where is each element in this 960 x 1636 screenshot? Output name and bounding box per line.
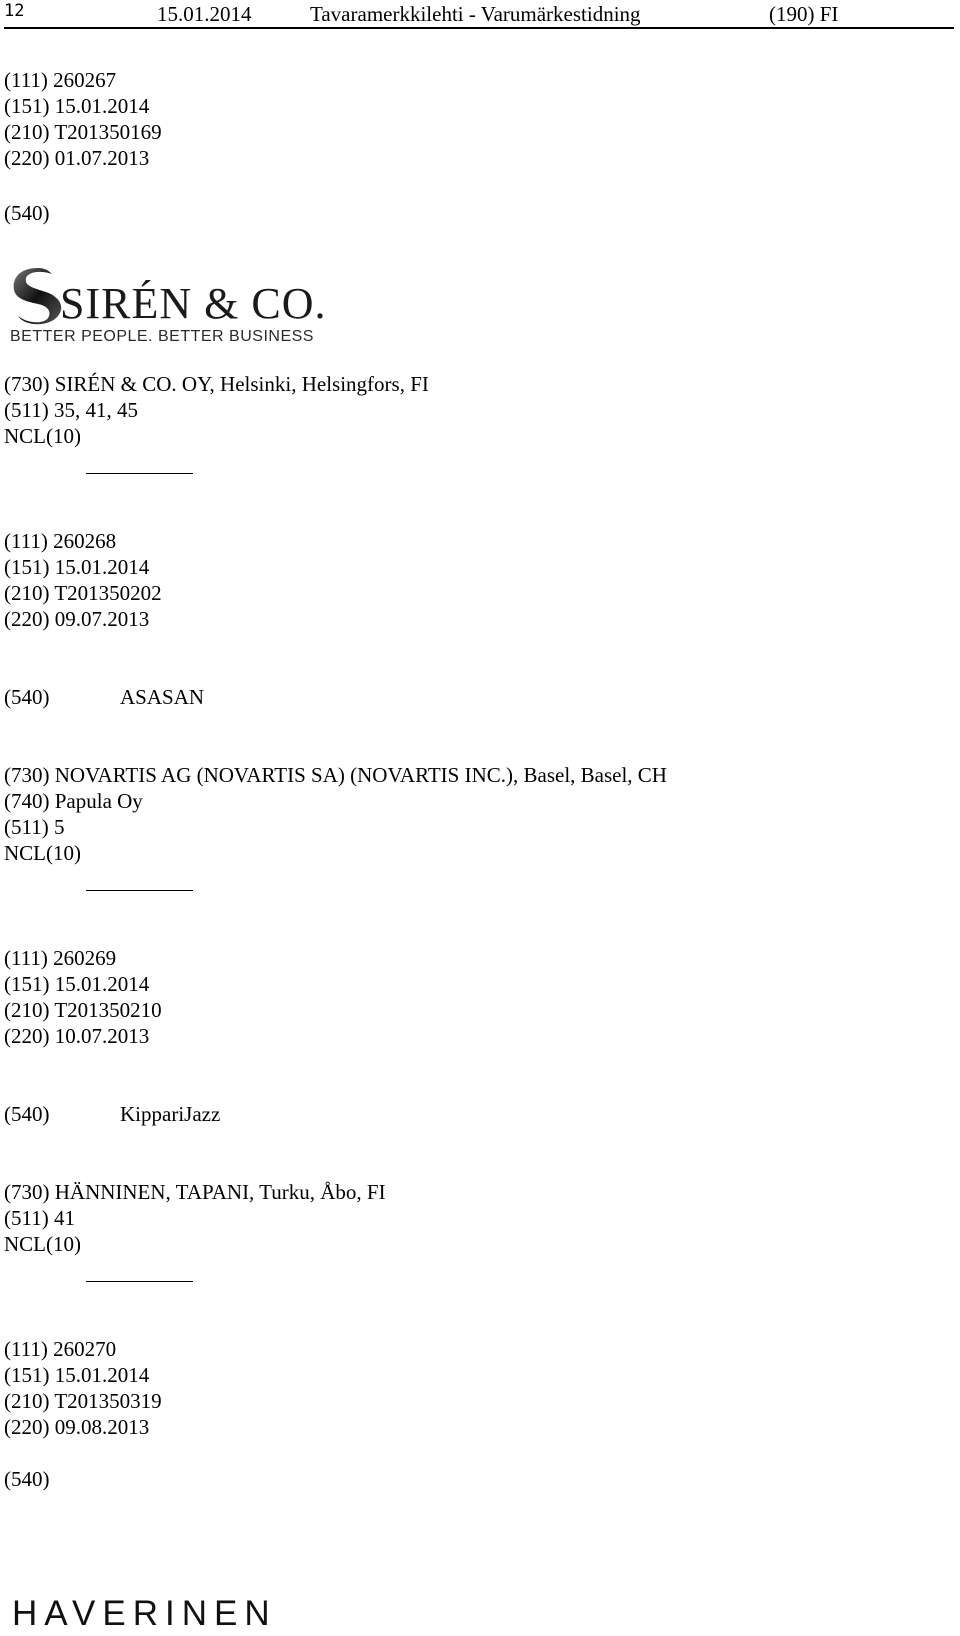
- nice-classes: (511) 41: [4, 1206, 75, 1230]
- page-header: [4, 0, 954, 29]
- mark-label: (540): [4, 685, 50, 709]
- registration-date: (151) 15.01.2014: [4, 1363, 150, 1387]
- ncl-edition: NCL(10): [4, 424, 81, 448]
- filing-date: (220) 10.07.2013: [4, 1024, 150, 1048]
- siren-logo-tagline: BETTER PEOPLE. BETTER BUSINESS: [10, 328, 314, 345]
- mark-label: (540): [4, 201, 50, 225]
- registration-number: (111) 260268: [4, 529, 117, 553]
- filing-date: (220) 09.08.2013: [4, 1415, 150, 1439]
- haverinen-logo: [12, 1594, 292, 1634]
- owner: (730) HÄNNINEN, TAPANI, Turku, Åbo, FI: [4, 1180, 386, 1204]
- owner: (730) SIRÉN & CO. OY, Helsinki, Helsingfors, FI: [4, 372, 429, 396]
- country-code: (190) FI: [769, 2, 839, 26]
- nice-classes: (511) 5: [4, 815, 65, 839]
- registration-number: (111) 260267: [4, 68, 117, 92]
- registration-date: (151) 15.01.2014: [4, 555, 150, 579]
- registration-date: (151) 15.01.2014: [4, 972, 150, 996]
- agent: (740) Papula Oy: [4, 789, 143, 813]
- mark-label: (540): [4, 1102, 50, 1126]
- application-number: (210) T201350202: [4, 581, 162, 605]
- filing-date: (220) 01.07.2013: [4, 146, 150, 170]
- haverinen-logo-wordmark: HAVERINEN: [12, 1594, 277, 1633]
- page-number: 12: [4, 1, 25, 21]
- application-number: (210) T201350319: [4, 1389, 162, 1413]
- nice-classes: (511) 35, 41, 45: [4, 398, 138, 422]
- ncl-edition: NCL(10): [4, 1232, 81, 1256]
- mark-label: (540): [4, 1467, 50, 1491]
- siren-swirl-icon: [8, 264, 64, 328]
- entry-separator: [86, 473, 193, 474]
- entry-separator: [86, 890, 193, 891]
- registration-number: (111) 260269: [4, 946, 117, 970]
- publication-date: 15.01.2014: [157, 2, 252, 26]
- word-mark: ASASAN: [120, 685, 205, 709]
- registration-number: (111) 260270: [4, 1337, 117, 1361]
- application-number: (210) T201350210: [4, 998, 162, 1022]
- siren-logo-wordmark: SIRÉN & CO.: [60, 279, 327, 328]
- entry-separator: [86, 1281, 193, 1282]
- ncl-edition: NCL(10): [4, 841, 81, 865]
- siren-swirl-logo: [8, 264, 327, 354]
- filing-date: (220) 09.07.2013: [4, 607, 150, 631]
- word-mark: KippariJazz: [120, 1102, 221, 1126]
- application-number: (210) T201350169: [4, 120, 162, 144]
- owner: (730) NOVARTIS AG (NOVARTIS SA) (NOVARTIS INC.), Basel, Basel, CH: [4, 763, 667, 787]
- registration-date: (151) 15.01.2014: [4, 94, 150, 118]
- publication-title: Tavaramerkkilehti - Varumärkestidning: [310, 2, 641, 26]
